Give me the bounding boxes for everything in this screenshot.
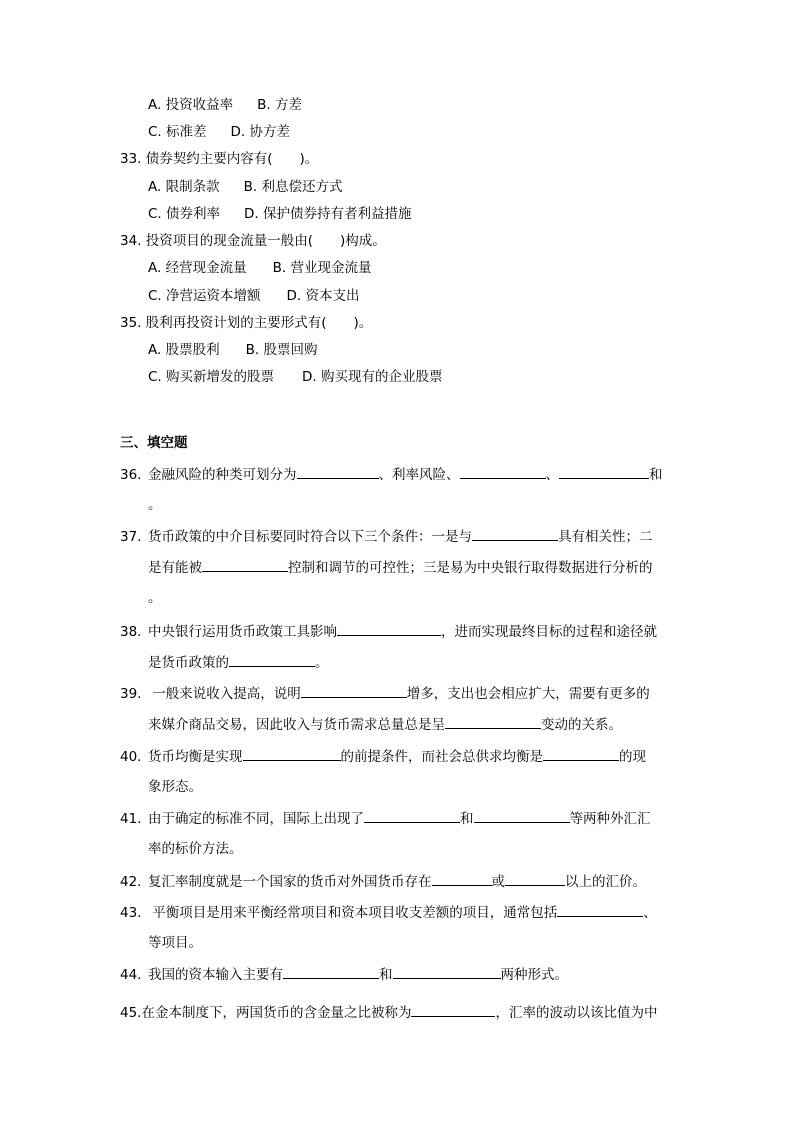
q32-options-row1 [148,96,302,114]
q36-blank-1[interactable] [297,465,379,479]
q33-option-a: A. 限制条款 [148,179,220,195]
q40-text: 的前提条件，而社会总供求均衡是 [340,749,543,765]
q43-line1 [120,903,657,922]
q36-text: 和 [649,467,663,483]
q37-blank-2[interactable] [202,558,288,572]
q36-blank-3[interactable] [559,465,649,479]
q35-options-row2 [148,368,443,386]
q42-blank-2[interactable] [505,872,565,886]
q39-blank-1[interactable] [301,684,407,698]
q39-text: 增多，支出也会相应扩大，需要有更多的 [406,686,650,702]
q39-number: 39. [120,686,142,702]
q41-line1 [120,809,651,828]
q32-option-c: C. 标准差 [148,124,207,140]
q38-line2 [148,653,329,672]
q38-number: 38. [120,624,142,640]
q44-number: 44. [120,967,142,983]
q41-blank-1[interactable] [364,809,460,823]
q35-option-d: D. 购买现有的企业股票 [302,369,443,385]
q34-option-d: D. 资本支出 [286,288,360,304]
q36-blank-2[interactable] [460,465,546,479]
q35-option-c: C. 购买新增发的股票 [148,369,275,385]
q41-text: 和 [460,811,474,827]
q44-text: 我国的资本输入主要有 [148,967,283,983]
q32-option-b: B. 方差 [257,97,302,113]
q45-number: 45. [120,1005,142,1021]
q37-number: 37. [120,529,142,545]
q39-text: 变动的关系。 [541,717,622,733]
q37-text: 控制和调节的可控性；三是易为中央银行取得数据进行分析的 [288,560,653,576]
q44-text: 和 [379,967,393,983]
q45-text: 在金本制度下，两国货币的含金量之比被称为 [141,1005,412,1021]
q33-option-d: D. 保护债券持有者利益措施 [244,206,412,222]
q45-line1 [120,1003,657,1022]
q43-line2: 等项目。 [148,935,202,951]
q45-blank-1[interactable] [411,1003,495,1017]
q35-option-b: B. 股票回购 [245,342,318,358]
q43-number: 43. [120,905,142,921]
q40-text: 货币均衡是实现 [148,749,243,765]
q36-text: 、利率风险、 [378,467,460,483]
q37-line1 [120,527,653,546]
q41-text: 由于确定的标准不同，国际上出现了 [148,811,364,827]
q37-line3: 。 [148,590,162,606]
q40-line1 [120,747,646,766]
q37-line2 [148,558,653,577]
q41-line2: 率的标价方法。 [148,841,243,857]
q44-text: 两种形式。 [500,967,568,983]
q33-option-b: B. 利息偿还方式 [243,179,343,195]
q36-number: 36. [120,467,142,483]
q38-blank-2[interactable] [229,653,315,667]
q40-text: 的现 [619,749,646,765]
q34-options-row2 [148,287,360,305]
q38-text: 中央银行运用货币政策工具影响 [148,624,337,640]
q37-text: 具有相关性；二 [558,529,653,545]
q39-line1 [120,684,650,703]
q37-text: 货币政策的中介目标要同时符合以下三个条件：一是与 [148,529,472,545]
q42-text: 或 [491,874,505,890]
q42-number: 42. [120,874,142,890]
q36-text: 金融风险的种类可划分为 [148,467,297,483]
q43-blank-1[interactable] [557,903,643,917]
q40-number: 40. [120,749,142,765]
q41-text: 等两种外汇汇 [569,811,651,827]
q40-line2: 象形态。 [148,779,202,795]
q39-text: 来媒介商品交易，因此收入与货币需求总量总是呈 [148,717,445,733]
q32-option-d: D. 协方差 [230,124,290,140]
q33-options-row2 [148,205,412,223]
q39-text: 一般来说收入提高，说明 [148,686,301,702]
q38-blank-1[interactable] [337,622,441,636]
q42-text: 以上的汇价。 [565,874,646,890]
q34-option-a: A. 经营现金流量 [148,260,247,276]
q32-option-a: A. 投资收益率 [148,97,234,113]
q42-blank-1[interactable] [432,872,492,886]
q38-text: 是货币政策的 [148,655,229,671]
q34-option-c: C. 净营运资本增额 [148,288,261,304]
q40-blank-2[interactable] [543,747,619,761]
q37-blank-1[interactable] [472,527,558,541]
q39-blank-2[interactable] [445,715,541,729]
q44-blank-2[interactable] [393,965,501,979]
q42-text: 复汇率制度就是一个国家的货币对外国货币存在 [148,874,432,890]
section-heading-fill-in-blank: 三、填空题 [120,435,188,451]
q38-line1 [120,622,657,641]
q38-text: ，进而实现最终目标的过程和途径就 [441,624,657,640]
q41-number: 41. [120,811,142,827]
q36-line2: 。 [148,497,162,513]
q34-options-row1 [148,259,371,277]
q34-stem: 34. 投资项目的现金流量一般由( )构成。 [120,233,386,249]
q33-option-c: C. 债券利率 [148,206,221,222]
q40-blank-1[interactable] [243,747,341,761]
q33-options-row1 [148,178,342,196]
q35-options-row1 [148,341,317,359]
q41-blank-2[interactable] [474,809,570,823]
q32-options-row2 [148,123,290,141]
q36-text: 、 [545,467,559,483]
q44-blank-1[interactable] [283,965,379,979]
q36-line1 [120,465,663,484]
q35-stem: 35. 股利再投资计划的主要形式有( )。 [120,315,373,331]
q35-option-a: A. 股票股利 [148,342,220,358]
q39-line2 [148,715,622,734]
q34-option-b: B. 营业现金流量 [272,260,372,276]
q43-text: 平衡项目是用来平衡经常项目和资本项目收支差额的项目，通常包括 [148,905,558,921]
q45-text: ，汇率的波动以该比值为中 [495,1005,658,1021]
q33-stem: 33. 债券契约主要内容有( )。 [120,151,319,167]
q38-text: 。 [315,655,329,671]
q42-line1 [120,872,646,891]
q43-text: 、 [643,905,657,921]
q37-text: 是有能被 [148,560,202,576]
q44-line1 [120,965,568,984]
